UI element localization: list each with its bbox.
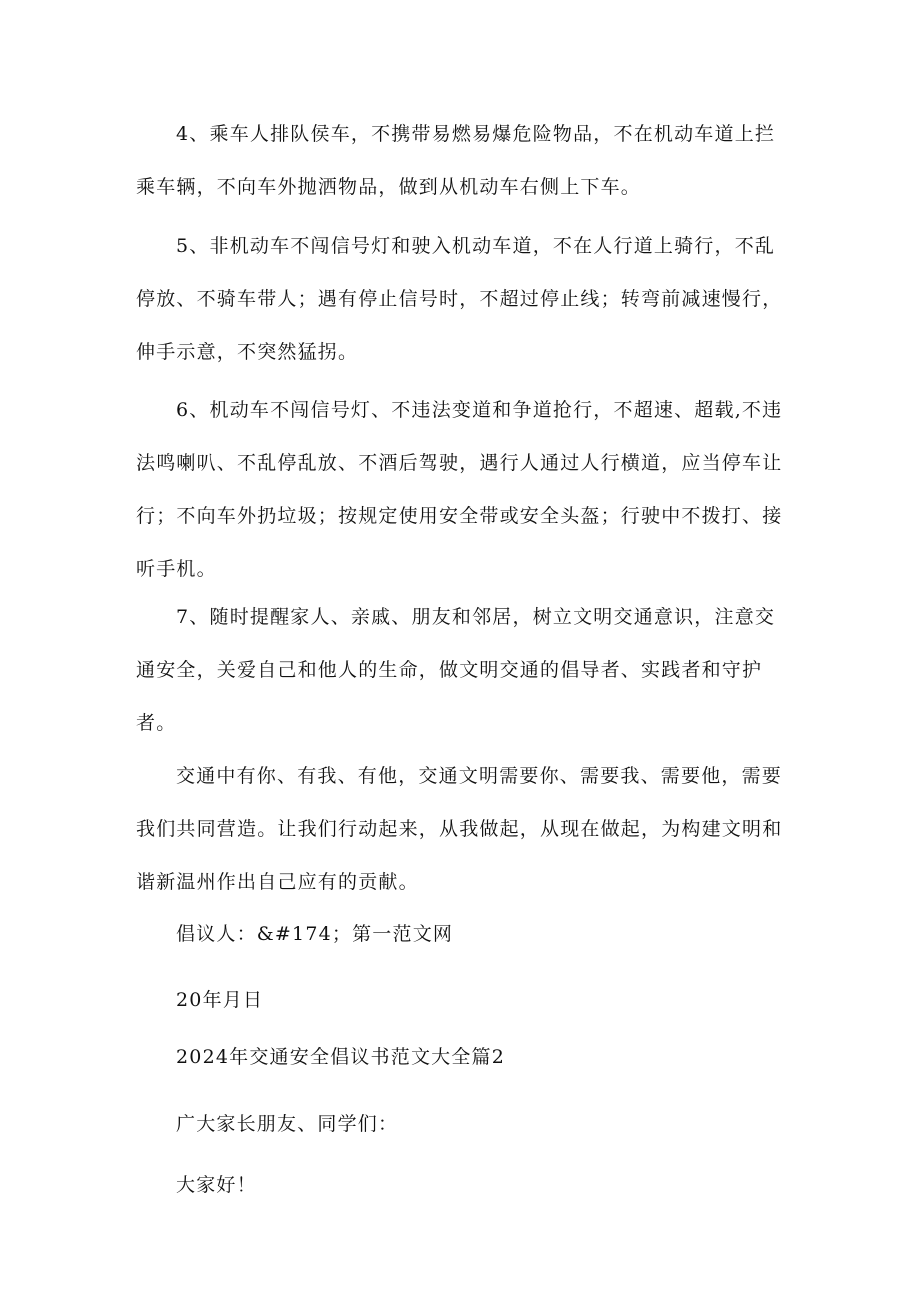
paragraph-rule-6: 6、机动车不闯信号灯、不违法变道和争道抢行，不超速、超载,不违法鸣喇叭、不乱停乱放、不酒后驾驶，遇行人通过人行横道，应当停车让行；不向车外扔垃圾；按规定使用安全带或安全头盔；行驶中不拨打、接听手机。	[136, 399, 783, 580]
section-title: 2024年交通安全倡议书范文大全篇2	[176, 1046, 506, 1068]
greeting-line: 广大家长朋友、同学们：	[176, 1113, 399, 1135]
paragraph-rule-5: 5、非机动车不闯信号灯和驶入机动车道，不在人行道上骑行，不乱停放、不骑车带人；遇有停止信号时，不超过停止线；转弯前减速慢行，伸手示意，不突然猛拐。	[136, 235, 783, 363]
proposer-line: 倡议人：&#174；第一范文网	[176, 923, 454, 945]
paragraph-rule-4: 4、乘车人排队侯车，不携带易燃易爆危险物品，不在机动车道上拦乘车辆，不向车外抛洒物品，做到从机动车右侧上下车。	[136, 123, 776, 198]
date-line: 20年月日	[176, 989, 264, 1011]
paragraph-rule-7: 7、随时提醒家人、亲戚、朋友和邻居，树立文明交通意识，注意交通安全，关爱自己和他人的生命，做文明交通的倡导者、实践者和守护者。	[136, 606, 776, 734]
hello-line: 大家好！	[176, 1174, 257, 1196]
paragraph-closing: 交通中有你、有我、有他，交通文明需要你、需要我、需要他，需要我们共同营造。让我们行动起来，从我做起，从现在做起，为构建文明和谐新温州作出自己应有的贡献。	[136, 765, 783, 893]
